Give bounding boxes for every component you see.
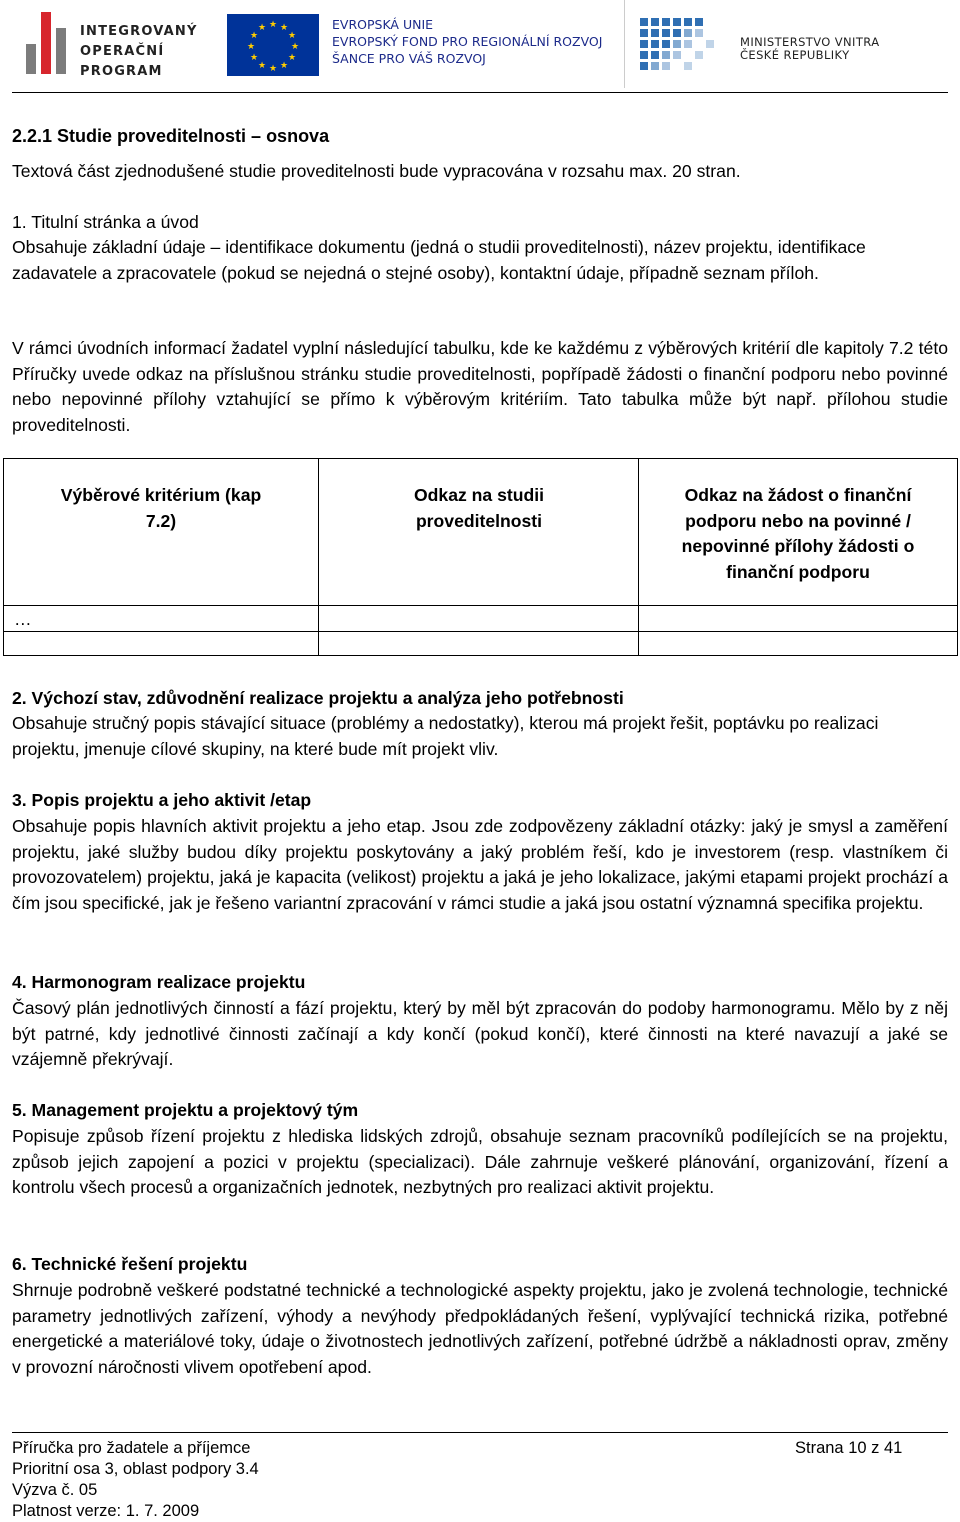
section-intro: Textová část zjednodušené studie proveditelnosti bude vypracována v rozsahu max. 20 stran.	[12, 161, 741, 181]
footer-call: Výzva č. 05	[12, 1481, 98, 1499]
part3-text: Obsahuje popis hlavních aktivit projektu a jeho etap. Jsou zde zodpovězeny základní otázky: jaký je smysl a zaměření projektu, jaké služby budou díky projektu poskytovány a jaký problém řeší, kdo je investorem (resp. vlastníkem či provozovatelem) projektu, jaká je kapacita (velikost) projektu a jaká je jeho lokalizace, jakými etapami projekt prochází a čím jsou specifické, jak je řešeno variantní zpracování v rámci studie a jaká jsou ostatní významná specifika projektu.	[12, 816, 948, 913]
header-divider	[12, 92, 948, 93]
mv-logo	[640, 14, 940, 74]
svg-text:★: ★	[257, 23, 267, 33]
iop-logo	[20, 8, 205, 80]
eu-logo-text: EVROPSKÁ UNIE EVROPSKÝ FOND PRO REGIONÁLNÍ ROZVOJ ŠANCE PRO VÁŠ ROZVOJ	[332, 17, 603, 66]
mv-logo-mark	[640, 14, 720, 74]
part5-heading: 5. Management projektu a projektový tým	[12, 1100, 359, 1120]
section-title: 2.2.1 Studie proveditelnosti – osnova	[12, 126, 330, 146]
eu-logo	[225, 0, 625, 88]
svg-text:★: ★	[287, 31, 297, 41]
table-cell: …	[14, 609, 32, 629]
table-header-criterion: Výběrové kritérium (kap 7.2)	[60, 485, 262, 531]
table-header-application-ref: Odkaz na žádost o finanční podporu nebo na povinné / nepovinné přílohy žádosti o finanční podporu	[681, 485, 915, 582]
header-logo-bar	[0, 0, 960, 92]
table-row-divider	[4, 605, 957, 606]
part6-heading: 6. Technické řešení projektu	[12, 1254, 248, 1274]
table-col-divider	[318, 459, 319, 655]
part1-text2: V rámci úvodních informací žadatel vyplní následující tabulku, kde ke každému z výběrových kritérií dle kapitoly 7.2 této Příručky uvede odkaz na příslušnou stránku studie proveditelnosti, popřípadě žádosti o finanční podporu nebo povinné nebo nepovinné přílohy vztahující se přímo k výběrovým kritériím. Tato tabulka může být např. přílohou studie proveditelnosti.	[12, 338, 948, 435]
mv-logo-text: MINISTERSTVO VNITRA ČESKÉ REPUBLIKY	[740, 35, 880, 62]
footer-page-number: Strana 10 z 41	[795, 1439, 903, 1457]
table-header-study-ref: Odkaz na studii proveditelnosti	[413, 485, 545, 531]
svg-text:★: ★	[257, 61, 267, 71]
footer-priority-axis: Prioritní osa 3, oblast podpory 3.4	[12, 1460, 259, 1478]
svg-text:★: ★	[268, 20, 278, 30]
part1-heading: 1. Titulní stránka a úvod	[12, 212, 199, 232]
iop-logo-mark	[26, 12, 68, 74]
svg-text:★: ★	[287, 53, 297, 63]
svg-text:★: ★	[279, 61, 289, 71]
criteria-table	[3, 458, 958, 656]
part1-text: Obsahuje základní údaje – identifikace dokumentu (jedná o studii proveditelnosti), název projektu, identifikace zadavatele a zpracovatele (pokud se nejedná o stejné osoby), kontaktní údaje, případně seznam příloh.	[12, 237, 866, 283]
part6-text: Shrnuje podrobně veškeré podstatné technické a technologické aspekty projektu, jako je zvolená technologie, technické parametry jednotlivých zařízení, výhody a nevýhody předpokládaných řešení, vyplývající technická rizika, potřebné energetické a materiálové toky, údaje o životnostech jednotlivých zařízení, potřebné údržbě a nákladnosti oprav, změny v provozní náročnosti vlivem opotřebení apod.	[12, 1280, 948, 1377]
footer-version: Platnost verze: 1. 7. 2009	[12, 1502, 200, 1520]
table-row-divider	[4, 631, 957, 632]
part4-text: Časový plán jednotlivých činností a fází projektu, který by měl být zpracován do podoby harmonogramu. Mělo by z něj být patrné, kdy jednotlivé činnosti začínají a kdy končí (pokud končí), které činnosti na které navazují a jaké se vzájemně překrývají.	[12, 998, 948, 1069]
svg-text:★: ★	[246, 42, 256, 52]
iop-logo-text: INTEGROVANÝ OPERAČNÍ PROGRAM	[80, 24, 198, 79]
part2-heading: 2. Výchozí stav, zdůvodnění realizace projektu a analýza jeho potřebnosti	[12, 688, 624, 708]
part2-text: Obsahuje stručný popis stávající situace (problémy a nedostatky), kterou má projekt řešit, poptávku po realizaci projektu, jmenuje cílové skupiny, na které bude mít projekt vliv.	[12, 713, 879, 759]
svg-text:★: ★	[268, 64, 278, 74]
svg-text:★: ★	[249, 53, 259, 63]
footer-divider	[12, 1432, 948, 1433]
table-col-divider	[638, 459, 639, 655]
part4-heading: 4. Harmonogram realizace projektu	[12, 972, 306, 992]
eu-flag-icon	[227, 14, 319, 76]
part3-heading: 3. Popis projektu a jeho aktivit /etap	[12, 790, 312, 810]
footer-handbook: Příručka pro žadatele a příjemce	[12, 1439, 251, 1457]
svg-text:★: ★	[279, 23, 289, 33]
svg-text:★: ★	[249, 31, 259, 41]
svg-text:★: ★	[290, 42, 300, 52]
part5-text: Popisuje způsob řízení projektu z hlediska lidských zdrojů, obsahuje seznam pracovníků podílejících se na projektu, způsob jejich zapojení a pozici v projektu (specializaci). Dále zahrnuje veškeré plánování, organizování, řízení a kontrolu všech procesů a organizačních jednotek, nezbytných pro realizaci aktivit projektu.	[12, 1126, 948, 1197]
